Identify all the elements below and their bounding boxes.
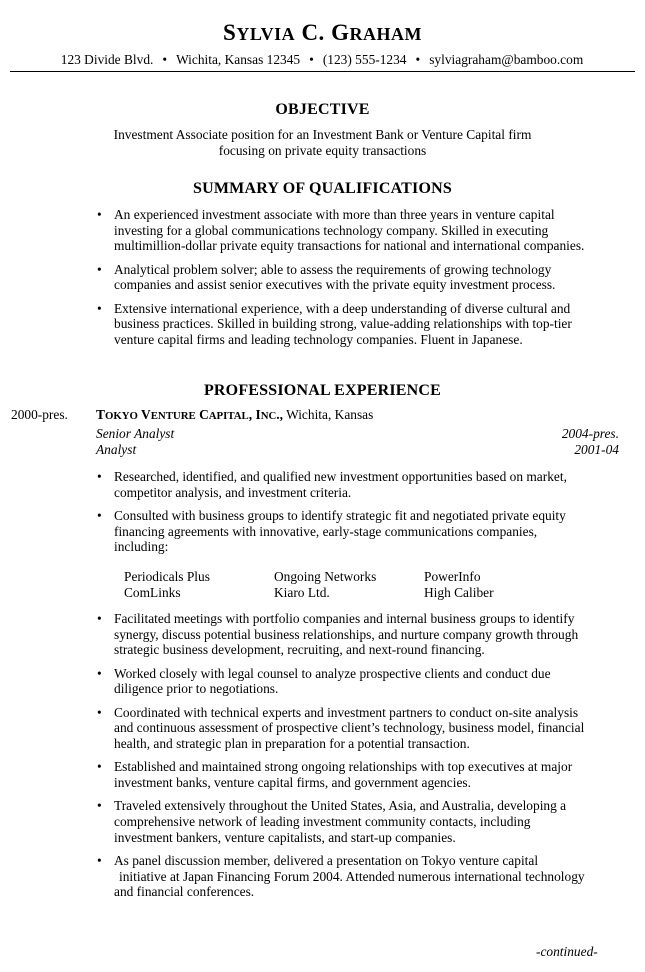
list-item: • An experienced investment associate with more than three years in venture capital investing for a global communications technology company. Skilled in executing multimillion-dollar private equity transactions for national and international companies. (97, 207, 585, 254)
employment-dates: 2000-pres. (11, 407, 68, 422)
list-item: • Facilitated meetings with portfolio companies and internal business groups to identify synergy, discuss potential business relationships, and nurture company growth through strategic business development, recruiting, and next-round financing. (97, 611, 579, 658)
summary-list (96, 207, 638, 347)
list-item: • Analytical problem solver; able to assess the requirements of growing technology companies and assist senior executives with the private equity investment process. (97, 261, 556, 293)
bullet-icon: • (97, 300, 102, 316)
contact-line (30, 52, 614, 68)
experience-list-a (96, 469, 638, 555)
list-item: High Caliber (424, 584, 494, 600)
company-line (96, 407, 373, 423)
role-title: Senior Analyst (96, 426, 175, 441)
company-name: TOKYO VENTURE CAPITAL, INC., (96, 407, 283, 422)
contact-separator: • (162, 52, 168, 67)
company-location: Wichita, Kansas (286, 407, 374, 422)
list-item: • Worked closely with legal counsel to analyze prospective clients and conduct due diligence prior to negotiations. (97, 665, 551, 697)
list-item: Kiaro Ltd. (274, 584, 330, 600)
list-item: Periodicals Plus (124, 569, 210, 584)
continued-note: -continued- (536, 944, 598, 959)
list-item: PowerInfo (424, 569, 481, 584)
objective-heading: OBJECTIVE (275, 101, 370, 118)
list-item: • Consulted with business groups to identify strategic fit and negotiated private equity financing agreements with innovative, early-stage communications companies, including: (97, 508, 566, 555)
contact-separator: • (415, 52, 421, 67)
summary-heading: SUMMARY OF QUALIFICATIONS (193, 180, 452, 197)
list-item: • Extensive international experience, with a deep understanding of diverse cultural and business practices. Skilled in building strong, value-adding relationships with top-tier venture capital firms and leading technology companies. Fluent in Japanese. (97, 300, 572, 347)
role-dates: 2004-pres. (561, 426, 619, 441)
contact-city: Wichita, Kansas 12345 (176, 52, 301, 67)
list-item: • Established and maintained strong ongoing relationships with top executives at major investment banks, venture capital firms, and government agencies. (97, 759, 573, 790)
bullet-icon: • (97, 665, 102, 681)
bullet-icon: • (97, 704, 102, 720)
role-dates: 2001-04 (574, 442, 619, 457)
list-item: ComLinks (124, 584, 181, 600)
list-item: • As panel discussion member, delivered a presentation on Tokyo venture capital initiative at Japan Financing Forum 2004. Attended numerous international technology and financial conferences. (97, 853, 585, 900)
contact-phone: (123) 555-1234 (322, 52, 407, 67)
contact-address: 123 Divide Blvd. (60, 52, 154, 67)
portfolio-companies (124, 569, 544, 600)
list-item: • Coordinated with technical experts and investment partners to conduct on-site analysis and continuous assessment of prospective client’s technology, business model, financial health, and strategic plan in preparation for a potential transaction. (97, 704, 585, 751)
bullet-icon: • (97, 261, 102, 277)
list-item: • Researched, identified, and qualified new investment opportunities based on market, competitor analysis, and investment criteria. (97, 469, 567, 500)
list-item: Ongoing Networks (274, 569, 377, 584)
bullet-icon: • (97, 611, 102, 626)
contact-email: sylviagraham@bamboo.com (429, 52, 584, 67)
list-item: • Traveled extensively throughout the United States, Asia, and Australia, developing a comprehensive network of leading investment community contacts, including investment bankers, venture capitalists, and start-up companies. (97, 798, 567, 845)
experience-list-b (96, 611, 638, 900)
bullet-icon: • (97, 207, 102, 222)
bullet-icon: • (97, 853, 102, 869)
bullet-icon: • (97, 508, 102, 524)
contact-separator: • (309, 52, 314, 67)
resume-name: SYLVIA C. GRAHAM (223, 20, 422, 45)
objective-line-2: focusing on private equity transactions (218, 143, 427, 158)
bullet-icon: • (97, 798, 102, 814)
bullet-icon: • (97, 469, 102, 484)
header-divider (10, 71, 635, 72)
bullet-icon: • (97, 759, 102, 775)
role-title: Analyst (96, 442, 137, 457)
experience-heading: PROFESSIONAL EXPERIENCE (203, 382, 442, 399)
objective-line-1: Investment Associate position for an Investment Bank or Venture Capital firm (113, 127, 532, 142)
